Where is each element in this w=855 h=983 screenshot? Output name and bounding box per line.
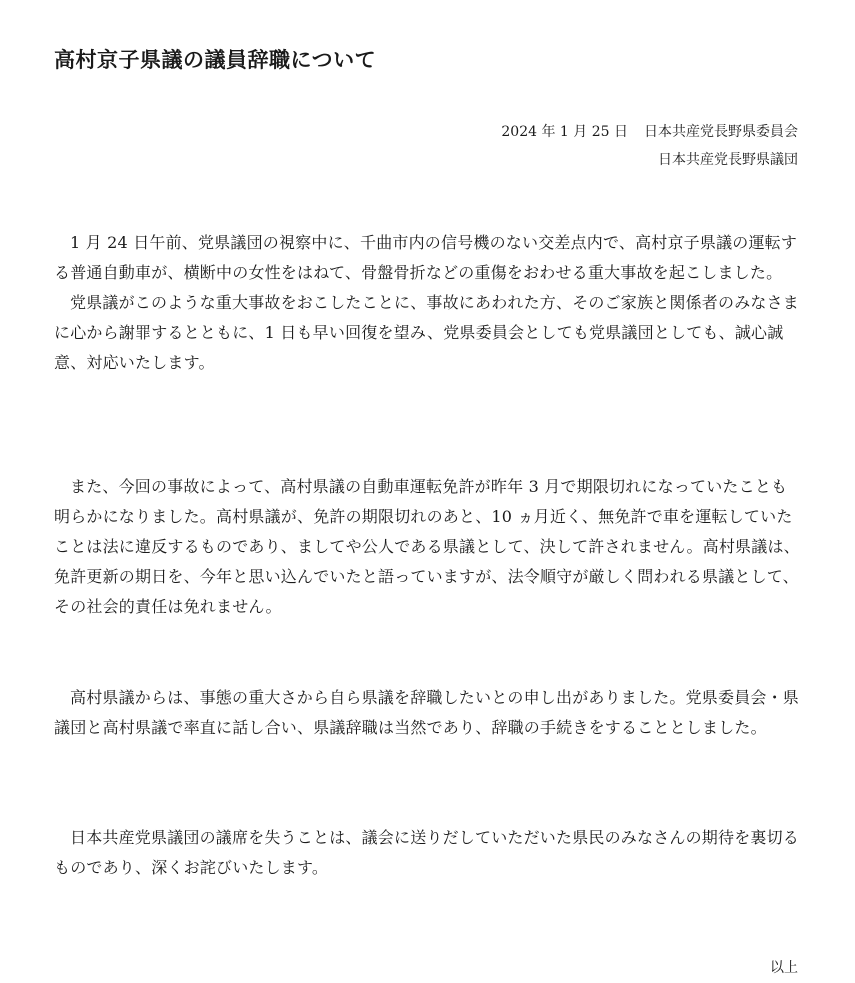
body-section-1 xyxy=(54,228,802,378)
closing-mark: 以上 xyxy=(770,960,798,976)
paragraph-resignation: 高村県議からは、事態の重大さから自ら県議を辞職したいとの申し出がありました。党県委員会・県議団と高村県議で率直に話し合い、県議辞職は当然であり、辞職の手続きをすることとしました。 xyxy=(54,688,800,737)
body-section-4 xyxy=(54,823,802,883)
body-section-3 xyxy=(54,683,802,743)
date-issuer-line xyxy=(501,118,798,146)
issuer-block xyxy=(501,118,798,174)
issuer-assembly-group: 日本共産党長野県議団 xyxy=(658,152,798,168)
paragraph-accident: 1 月 24 日午前、党県議団の視察中に、千曲市内の信号機のない交差点内で、高村京子県議の運転する普通自動車が、横断中の女性をはねて、骨盤骨折などの重傷をおわせる重大事故を起こしました。 xyxy=(54,233,798,282)
paragraph-seat-loss: 日本共産党県議団の議席を失うことは、議会に送りだしていただいた県民のみなさんの期待を裏切るものであり、深くお詫びいたします。 xyxy=(54,828,800,877)
issue-date: 2024 年 1 月 25 日 xyxy=(501,124,628,140)
paragraph-apology: 党県議がこのような重大事故をおこしたことに、事故にあわれた方、そのご家族と関係者のみなさまに心から謝罪するとともに、1 日も早い回復を望み、党県委員会としても党県議団としても、誠心誠意、対応いたします。 xyxy=(54,293,800,372)
page-title: 高村京子県議の議員辞職について xyxy=(54,48,377,72)
paragraph-license: また、今回の事故によって、高村県議の自動車運転免許が昨年 3 月で期限切れになっていたことも明らかになりました。高村県議が、免許の期限切れのあと、10 ヵ月近く、無免許で車を運転していたことは法に違反するものであり、ましてや公人である県議として、決して許されません。高村県議は、免許更新の期日を、今年と思い込んでいたと語っていますが、法令順守が厳しく問われる県議として、その社会的責任は免れません。 xyxy=(54,477,800,616)
issuer-committee: 日本共産党長野県委員会 xyxy=(644,124,798,140)
body-section-2 xyxy=(54,472,802,622)
